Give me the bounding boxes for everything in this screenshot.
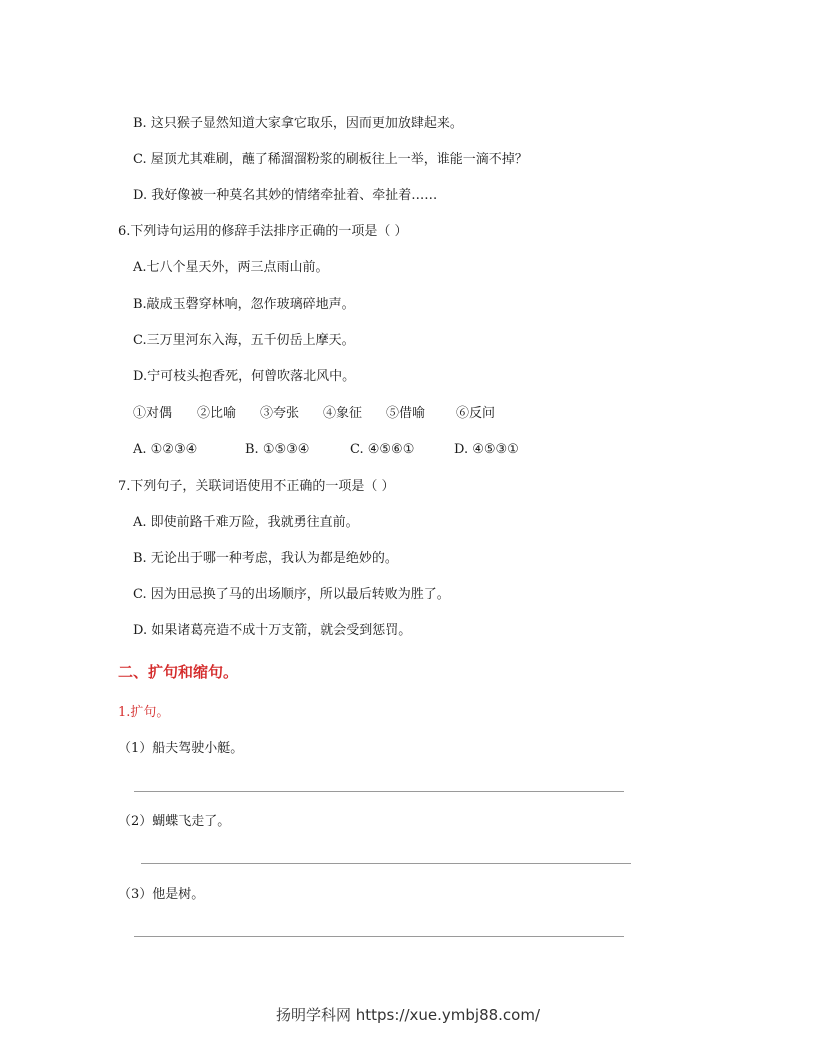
device-2: ②比喻: [197, 406, 237, 421]
expand-item-1: （1）船夫驾驶小艇。: [118, 741, 244, 756]
q6-choice-c: C. ④⑤⑥①: [350, 442, 415, 457]
q6-answer-choices: [133, 441, 519, 459]
q7-option-c: C. 因为田忌换了马的出场顺序，所以最后转败为胜了。: [133, 587, 450, 602]
q6-option-a: A.七八个星天外，两三点雨山前。: [133, 260, 329, 275]
q6-choice-a: A. ①②③④: [133, 442, 198, 457]
device-3: ③夸张: [260, 406, 300, 421]
q7-option-b: B. 无论出于哪一种考虑，我认为都是绝妙的。: [133, 551, 398, 566]
expand-item-3: （3）他是树。: [118, 887, 205, 902]
q6-option-b: B.敲成玉磬穿林响，忽作玻璃碎地声。: [133, 297, 355, 312]
q6-option-d: D.宁可枝头抱香死，何曾吹落北风中。: [133, 369, 356, 384]
answer-line-3[interactable]: [134, 936, 624, 937]
q5-option-b: B. 这只猴子显然知道大家拿它取乐，因而更加放肆起来。: [133, 116, 463, 131]
q7-stem: 7.下列句子，关联词语使用不正确的一项是（ ）: [118, 479, 395, 494]
page-footer: 扬明学科网 https://xue.ymbj88.com/: [275, 1006, 541, 1024]
q5-option-d: D. 我好像被一种莫名其妙的情绪牵扯着、牵扯着……: [133, 188, 438, 203]
answer-line-2[interactable]: [141, 863, 631, 864]
device-5: ⑤借喻: [386, 406, 426, 421]
q6-choice-d: D. ④⑤③①: [454, 442, 519, 457]
q6-devices-list: [133, 405, 495, 423]
q7-option-a: A. 即使前路千难万险，我就勇往直前。: [133, 515, 359, 530]
answer-line-1[interactable]: [134, 791, 624, 792]
q7-option-d: D. 如果诸葛亮造不成十万支箭，就会受到惩罚。: [133, 623, 412, 638]
device-4: ④象征: [323, 406, 363, 421]
q6-choice-b: B. ①⑤③④: [245, 442, 310, 457]
device-1: ①对偶: [133, 406, 173, 421]
q5-option-c: C. 屋顶尤其难刷，蘸了稀溜溜粉浆的刷板往上一举，谁能一滴不掉？: [133, 152, 528, 167]
device-6: ⑥反问: [456, 406, 496, 421]
q6-stem: 6.下列诗句运用的修辞手法排序正确的一项是（ ）: [118, 224, 408, 239]
section-2-title: 二、扩句和缩句。: [118, 663, 239, 681]
expand-item-2: （2）蝴蝶飞走了。: [118, 814, 231, 829]
q6-option-c: C.三万里河东入海，五千仞岳上摩天。: [133, 333, 355, 348]
section-2-part-1-title: 1.扩句。: [118, 705, 170, 720]
